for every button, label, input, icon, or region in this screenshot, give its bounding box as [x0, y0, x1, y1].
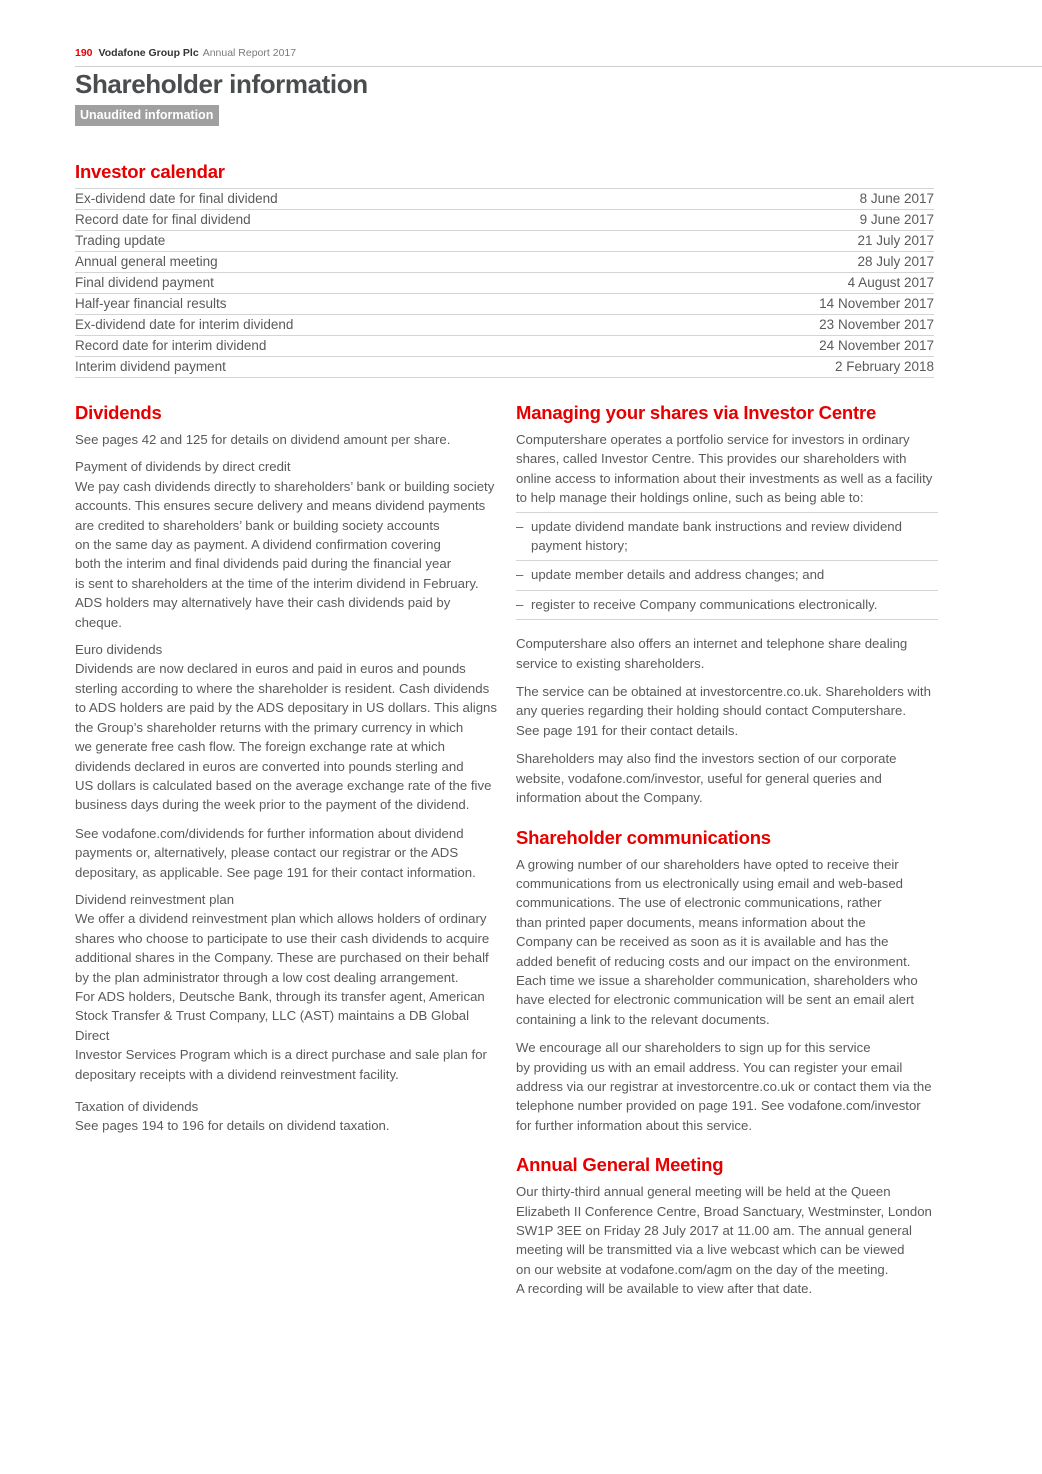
text-line: payment history;	[531, 538, 628, 554]
report-name: Annual Report 2017	[202, 47, 297, 59]
text-line: communications. The use of electronic communications, rather	[516, 895, 882, 911]
text-line: than printed paper documents, means information about the	[516, 914, 866, 930]
calendar-event: Interim dividend payment	[75, 359, 226, 374]
direct-credit-heading: Payment of dividends by direct credit	[75, 459, 291, 475]
text-line: A growing number of our shareholders have opted to receive their	[516, 856, 899, 872]
calendar-event: Ex-dividend date for interim dividend	[75, 317, 294, 332]
text-line: for further information about this service.	[516, 1117, 753, 1133]
investor-calendar-table	[75, 188, 934, 378]
text-line: Investor Services Program which is a direct purchase and sale plan for	[75, 1047, 487, 1063]
text-line: Elizabeth II Conference Centre, Broad Sanctuary, Westminster, London	[516, 1203, 932, 1219]
reinvestment-heading: Dividend reinvestment plan	[75, 891, 235, 907]
page-header	[75, 46, 1042, 67]
text-line: the Group’s shareholder returns with the primary currency in which	[75, 719, 464, 735]
calendar-row	[75, 210, 934, 231]
calendar-row	[75, 336, 934, 357]
agm-text	[516, 1182, 938, 1298]
investor-centre-heading: Managing your shares via Investor Centre	[516, 402, 877, 423]
text-line: Dividends are now declared in euros and paid in euros and pounds	[75, 661, 466, 677]
text-line: any queries regarding their holding should contact Computershare.	[516, 703, 906, 719]
text-line: ADS holders may alternatively have their cash dividends paid by cheque.	[75, 595, 451, 630]
text-line: For ADS holders, Deutsche Bank, through its transfer agent, American	[75, 988, 485, 1004]
text-line: update dividend mandate bank instructions and review dividend	[531, 518, 902, 534]
text-line: SW1P 3EE on Friday 28 July 2017 at 11.00 am. The annual general	[516, 1223, 912, 1238]
paragraph	[516, 855, 938, 1030]
paragraph	[516, 1038, 938, 1135]
communications-paragraphs	[516, 855, 938, 1136]
text-line: by the plan administrator through a low cost dealing arrangement.	[75, 969, 459, 985]
text-line: address via our registrar at investorcentre.co.uk or contact them via the	[516, 1078, 932, 1094]
text-line: both the interim and final dividends paid during the financial year	[75, 556, 452, 572]
text-line: on our website at vodafone.com/agm on the day of the meeting.	[516, 1261, 889, 1277]
text-line: on the same day as payment. A dividend confirmation covering	[75, 537, 441, 553]
calendar-date: 14 November 2017	[819, 296, 934, 311]
text-line: shares who choose to participate to use their cash dividends to acquire	[75, 930, 490, 946]
page-number: 190	[75, 47, 93, 59]
text-line: dividends declared in euros are converted into pounds sterling and	[75, 758, 464, 774]
investor-centre-text	[516, 430, 938, 508]
text-line: Each time we issue a shareholder communication, shareholders who	[516, 972, 918, 988]
text-line: We pay cash dividends directly to shareholders’ bank or building society	[75, 478, 495, 494]
list-item	[516, 561, 938, 590]
text-line: A recording will be available to view after that date.	[516, 1281, 813, 1297]
publisher-name: Vodafone Group Plc	[98, 47, 199, 59]
taxation-text: See pages 194 to 196 for details on dividend taxation.	[75, 1118, 390, 1134]
calendar-event: Annual general meeting	[75, 254, 218, 269]
text-line: containing a link to the relevant documents.	[516, 1011, 770, 1027]
text-line: The service can be obtained at investorcentre.co.uk. Shareholders with	[516, 684, 931, 700]
calendar-date: 9 June 2017	[859, 212, 934, 227]
dividends-intro: See pages 42 and 125 for details on dividend amount per share.	[75, 432, 451, 447]
text-line: to help manage their holdings online, such as being able to:	[516, 490, 864, 506]
calendar-row	[75, 273, 934, 294]
text-line: business days during the week prior to the payment of the dividend.	[75, 797, 470, 813]
investor-centre-list	[516, 512, 938, 621]
paragraph	[516, 634, 938, 673]
text-line: payments or, alternatively, please contact our registrar or the ADS	[75, 845, 459, 861]
text-line: communications from us electronically using email and web-based	[516, 875, 904, 891]
text-line: are credited to shareholders’ bank or building society accounts	[75, 517, 440, 533]
calendar-row	[75, 357, 934, 378]
text-line: depositary, as applicable. See page 191 for their contact information.	[75, 864, 476, 880]
calendar-row	[75, 231, 934, 252]
reinvestment-text	[75, 909, 497, 1084]
calendar-date: 23 November 2017	[819, 317, 934, 332]
dividends-heading: Dividends	[75, 402, 162, 423]
text-line: to ADS holders are paid by the ADS depositary in US dollars. This aligns	[75, 700, 497, 716]
calendar-row	[75, 189, 934, 210]
text-line: register to receive Company communications electronically.	[531, 596, 878, 612]
direct-credit-text	[75, 477, 497, 632]
text-line: accounts. This ensures secure delivery and means dividend payments	[75, 498, 486, 514]
investor-centre-paragraphs	[516, 634, 938, 807]
text-line: Computershare operates a portfolio service for investors in ordinary	[516, 432, 910, 447]
calendar-row	[75, 294, 934, 315]
text-line: website, vodafone.com/investor, useful for general queries and	[516, 770, 882, 786]
text-line: service to existing shareholders.	[516, 655, 705, 671]
text-line: meeting will be transmitted via a live webcast which can be viewed	[516, 1242, 905, 1258]
text-line: See page 191 for their contact details.	[516, 722, 739, 738]
text-line: Shareholders may also find the investors section of our corporate	[516, 751, 897, 767]
text-line: have elected for electronic communication will be sent an email alert	[516, 992, 915, 1008]
calendar-row	[75, 252, 934, 273]
calendar-date: 21 July 2017	[857, 233, 934, 248]
page-title: Shareholder information	[75, 69, 368, 99]
text-line: sterling according to where the shareholder is resident. Cash dividends	[75, 680, 490, 696]
calendar-event: Final dividend payment	[75, 275, 214, 290]
calendar-event: Ex-dividend date for final dividend	[75, 191, 278, 206]
text-line: information about the Company.	[516, 790, 703, 806]
text-line: Our thirty-third annual general meeting will be held at the Queen	[516, 1184, 891, 1200]
right-column	[516, 401, 938, 1299]
taxation-heading: Taxation of dividends	[75, 1099, 199, 1114]
text-line: depositary receipts with a dividend reinvestment facility.	[75, 1066, 399, 1082]
text-line: is sent to shareholders at the time of the interim dividend in February.	[75, 575, 479, 591]
text-line: Company can be received as soon as it is available and has the	[516, 934, 889, 950]
text-line: we generate free cash flow. The foreign exchange rate at which	[75, 739, 445, 755]
text-line: Computershare also offers an internet and telephone share dealing	[516, 636, 908, 652]
text-line: telephone number provided on page 191. See vodafone.com/investor	[516, 1098, 921, 1114]
dividends-column	[75, 401, 497, 1136]
calendar-date: 24 November 2017	[819, 338, 934, 353]
calendar-date: 4 August 2017	[847, 275, 934, 290]
calendar-date: 8 June 2017	[859, 191, 934, 206]
text-line: US dollars is calculated based on the average exchange rate of the five	[75, 777, 492, 793]
calendar-row	[75, 315, 934, 336]
text-line: update member details and address changes; and	[531, 567, 825, 583]
list-item	[516, 513, 938, 562]
text-line: See vodafone.com/dividends for further information about dividend	[75, 825, 464, 841]
calendar-date: 28 July 2017	[857, 254, 934, 269]
calendar-event: Record date for interim dividend	[75, 338, 267, 353]
euro-dividends-heading: Euro dividends	[75, 642, 163, 658]
text-line: shares, called Investor Centre. This provides our shareholders with	[516, 451, 907, 467]
dash-marker: –	[516, 518, 524, 534]
calendar-event: Half-year financial results	[75, 296, 227, 311]
dash-marker: –	[516, 567, 524, 583]
investor-calendar-heading: Investor calendar	[75, 161, 225, 182]
unaudited-badge: Unaudited information	[75, 105, 219, 126]
euro-dividends-more-text	[75, 824, 497, 882]
text-line: by providing us with an email address. You can register your email	[516, 1059, 903, 1075]
text-line: added benefit of reducing costs and our impact on the environment.	[516, 953, 911, 969]
list-item	[516, 591, 938, 620]
paragraph	[516, 749, 938, 807]
text-line: We encourage all our shareholders to sign up for this service	[516, 1040, 871, 1056]
text-line: additional shares in the Company. These are purchased on their behalf	[75, 950, 489, 966]
calendar-event: Record date for final dividend	[75, 212, 251, 227]
text-line: We offer a dividend reinvestment plan which allows holders of ordinary	[75, 911, 487, 927]
communications-heading: Shareholder communications	[516, 826, 771, 848]
calendar-date: 2 February 2018	[834, 359, 934, 374]
euro-dividends-text	[75, 659, 497, 814]
text-line: online access to information about their investments as well as a facility	[516, 470, 933, 486]
agm-heading: Annual General Meeting	[516, 1154, 724, 1176]
dash-marker: –	[516, 596, 524, 612]
calendar-event: Trading update	[75, 233, 166, 248]
text-line: Stock Transfer & Trust Company, LLC (AST) maintains a DB Global Direct	[75, 1008, 470, 1043]
paragraph	[516, 682, 938, 740]
